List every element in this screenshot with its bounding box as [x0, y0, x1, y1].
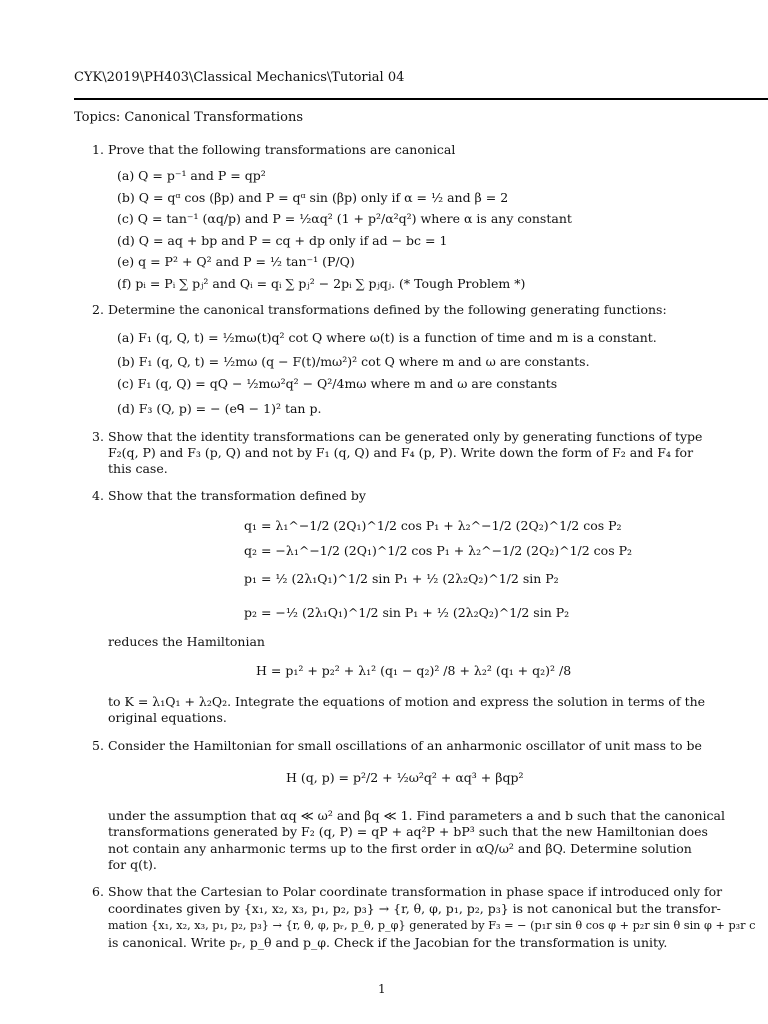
- problem-1-item-f: (f) pᵢ = Pᵢ ∑ pⱼ² and Qᵢ = qᵢ ∑ pⱼ² − 2pᵢ ∑ pⱼqⱼ. (* Tough Problem *): [117, 276, 526, 291]
- topics-line: Topics: Canonical Transformations: [74, 110, 304, 125]
- problem-5-line-4: for q(t).: [108, 857, 157, 872]
- problem-3-line-2: F₂(q, P) and F₃ (p, Q) and not by F₁ (q, Q) and F₄ (p, P). Write down the form of F₂ and F₄ for: [108, 445, 694, 460]
- problem-2-item-c: (c) F₁ (q, Q) = qQ − ½mω²q² − Q²/4mω where m and ω are constants: [117, 376, 558, 391]
- problem-4-line-2: original equations.: [108, 710, 227, 725]
- problem-1-item-e: (e) q = P² + Q² and P = ½ tan⁻¹ (P/Q): [117, 254, 355, 269]
- problem-6-line-1: Show that the Cartesian to Polar coordinate transformation in phase space if introduced only for: [108, 884, 723, 899]
- problem-1-item-b: (b) Q = qᵅ cos (βp) and P = qᵅ sin (βp) only if α = ½ and β = 2: [117, 190, 509, 205]
- problem-4-number: 4.: [92, 488, 104, 503]
- problem-6-line-2: coordinates given by {x₁, x₂, x₃, p₁, p₂, p₃} → {r, θ, φ, p₁, p₂, p₃} is not canonical but the transfor-: [108, 901, 721, 916]
- document-header: CYK\2019\PH403\Classical Mechanics\Tutorial 04: [74, 70, 405, 85]
- problem-4-equation-1: q₁ = λ₁^−1/2 (2Q₁)^1/2 cos P₁ + λ₂^−1/2 (2Q₂)^1/2 cos P₂: [244, 518, 622, 533]
- problem-3-number: 3.: [92, 429, 104, 444]
- problem-5-line-2: transformations generated by F₂ (q, P) = qP + aq²P + bP³ such that the new Hamiltonian does: [108, 824, 708, 839]
- problem-2-text: Determine the canonical transformations defined by the following generating functions:: [108, 302, 667, 317]
- header-rule: [74, 98, 768, 100]
- problem-5-text: Consider the Hamiltonian for small oscillations of an anharmonic oscillator of unit mass to be: [108, 738, 702, 753]
- problem-4-text: Show that the transformation defined by: [108, 488, 366, 503]
- problem-5-line-3: not contain any anharmonic terms up to the first order in αQ/ω² and βQ. Determine solution: [108, 841, 692, 856]
- problem-4-equation-3: p₁ = ½ (2λ₁Q₁)^1/2 sin P₁ + ½ (2λ₂Q₂)^1/2 sin P₂: [244, 571, 559, 586]
- problem-4-equation-4: p₂ = −½ (2λ₁Q₁)^1/2 sin P₁ + ½ (2λ₂Q₂)^1/2 sin P₂: [244, 605, 570, 620]
- problem-6-line-4: is canonical. Write pᵣ, p_θ and p_φ. Check if the Jacobian for the transformation is unity.: [108, 935, 668, 950]
- problem-2-item-d: (d) F₃ (Q, p) = − (eᑫ − 1)² tan p.: [117, 401, 322, 416]
- problem-5-hamiltonian: H (q, p) = p²/2 + ½ω²q² + αq³ + βqp²: [286, 770, 524, 785]
- problem-2-item-a: (a) F₁ (q, Q, t) = ½mω(t)q² cot Q where ω(t) is a function of time and m is a constant.: [117, 330, 657, 345]
- problem-6-line-3: mation {x₁, x₂, x₃, p₁, p₂, p₃} → {r, θ, φ, pᵣ, p_θ, p_φ} generated by F₃ = − (p₁r sin θ cos φ + p₂r sin θ sin φ + p₃r c: [108, 919, 756, 932]
- problem-1-number: 1.: [92, 142, 104, 157]
- problem-4-hamiltonian: H = p₁² + p₂² + λ₁² (q₁ − q₂)² /8 + λ₂² (q₁ + q₂)² /8: [256, 663, 572, 678]
- problem-2-number: 2.: [92, 302, 104, 317]
- problem-5-line-1: under the assumption that αq ≪ ω² and βq ≪ 1. Find parameters a and b such that the canonical: [108, 808, 725, 823]
- problem-6-number: 6.: [92, 884, 104, 899]
- page-number: 1: [378, 982, 386, 996]
- problem-4-after-text: reduces the Hamiltonian: [108, 634, 265, 649]
- problem-1-item-d: (d) Q = aq + bp and P = cq + dp only if ad − bc = 1: [117, 233, 448, 248]
- problem-3-line-3: this case.: [108, 461, 168, 476]
- problem-1-text: Prove that the following transformations are canonical: [108, 142, 456, 157]
- problem-3-line-1: Show that the identity transformations can be generated only by generating functions of type: [108, 429, 703, 444]
- problem-4-equation-2: q₂ = −λ₁^−1/2 (2Q₁)^1/2 cos P₁ + λ₂^−1/2 (2Q₂)^1/2 cos P₂: [244, 543, 633, 558]
- problem-1-item-a: (a) Q = p⁻¹ and P = qp²: [117, 168, 266, 183]
- problem-5-number: 5.: [92, 738, 104, 753]
- problem-1-item-c: (c) Q = tan⁻¹ (αq/p) and P = ½αq² (1 + p²/α²q²) where α is any constant: [117, 211, 572, 226]
- problem-2-item-b: (b) F₁ (q, Q, t) = ½mω (q − F(t)/mω²)² cot Q where m and ω are constants.: [117, 354, 590, 369]
- problem-4-line-1: to K = λ₁Q₁ + λ₂Q₂. Integrate the equations of motion and express the solution in terms of the: [108, 694, 706, 709]
